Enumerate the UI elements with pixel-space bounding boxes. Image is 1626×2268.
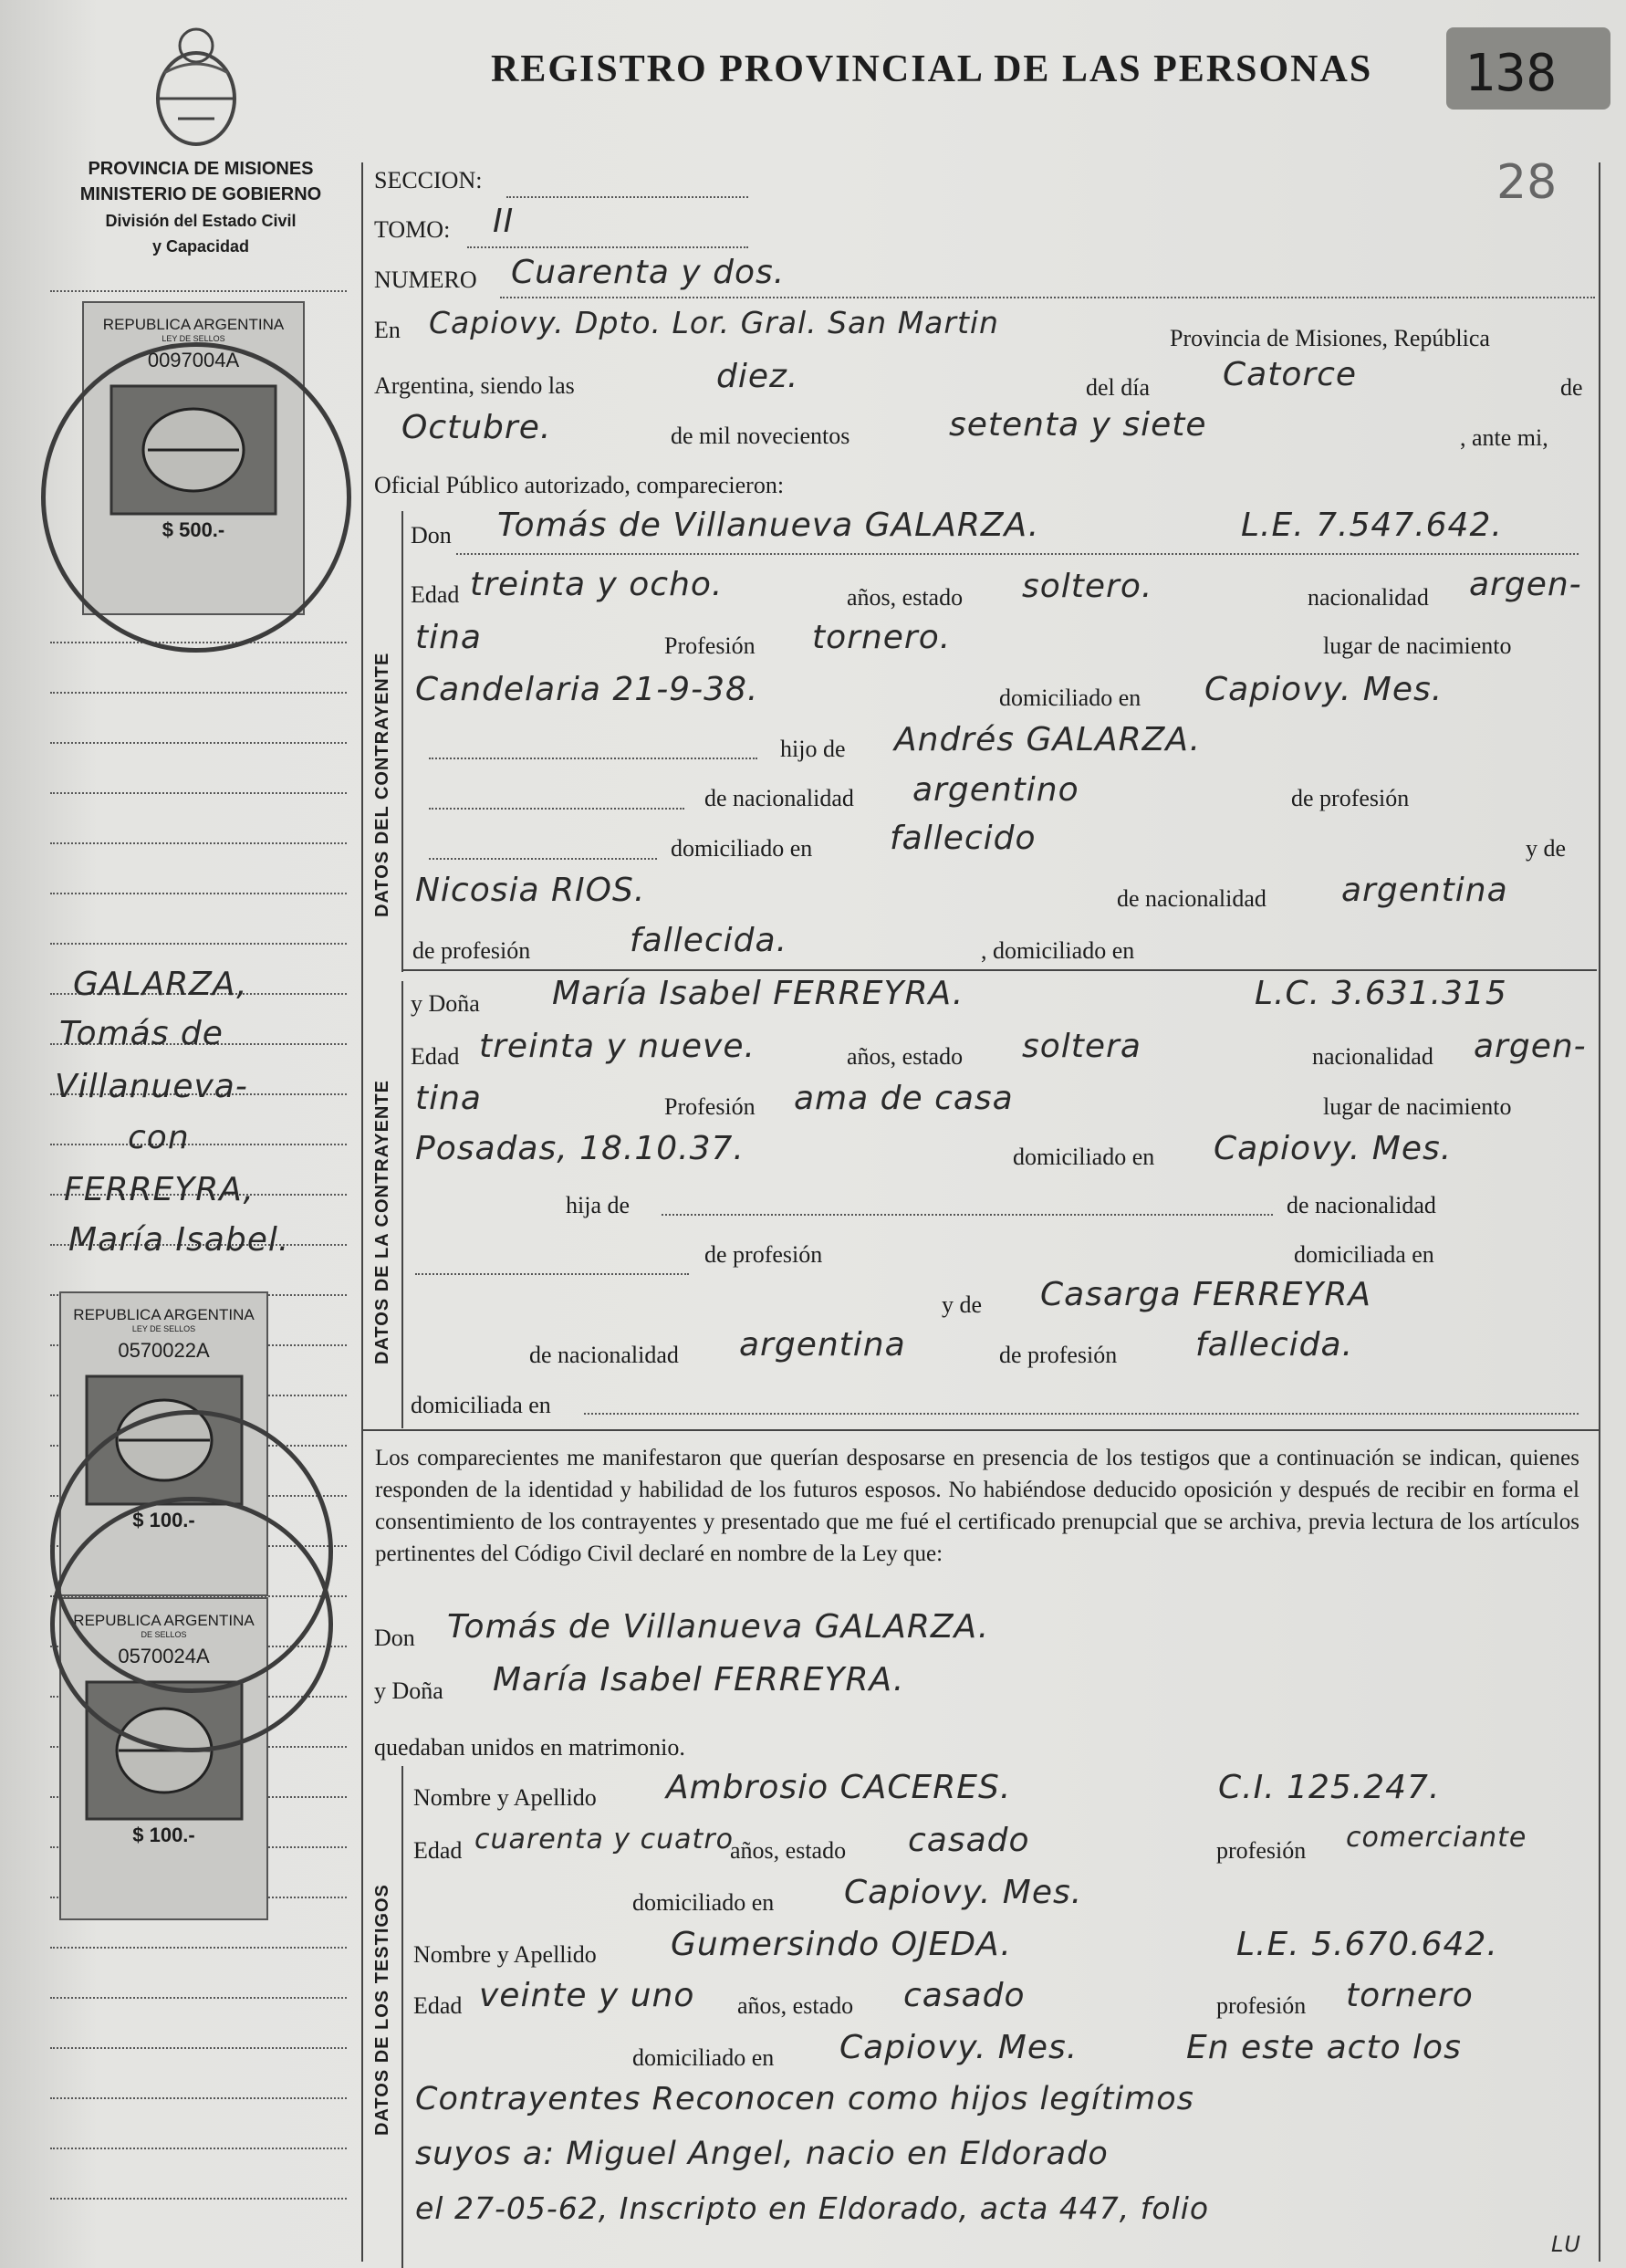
seal-1: [41, 342, 351, 653]
witness2-dom-label: domiciliado en: [632, 2044, 775, 2071]
decl-bride-name: María Isabel FERREYRA.: [493, 1661, 905, 1698]
tomo-label: TOMO:: [374, 216, 451, 243]
margin-note-2: Tomás de: [59, 1015, 224, 1052]
father-nat-line: [429, 808, 684, 810]
witness2-domicile: Capiovy. Mes.: [839, 2029, 1079, 2066]
groom-nationality-cont: tina: [415, 619, 482, 656]
numero-value: Cuarenta y dos.: [511, 254, 786, 291]
margin-line: [50, 290, 347, 292]
groom-age: treinta y ocho.: [470, 566, 724, 603]
bride-father-nat-label: de nacionalidad: [1287, 1192, 1436, 1218]
right-border: [1599, 162, 1600, 2262]
bride-status: soltera: [1022, 1028, 1141, 1065]
stamp-header: REPUBLICA ARGENTINA: [102, 316, 285, 333]
hijo-line: [429, 758, 757, 759]
witness2-status: casado: [903, 1977, 1026, 2014]
stamp-sub: LEY DE SELLOS: [162, 334, 225, 343]
hijo-de-label: hijo de: [780, 736, 846, 762]
bride-prof-label: Profesión: [664, 1093, 756, 1120]
oficial-label: Oficial Público autorizado, comparecieron:: [374, 472, 785, 498]
witness1-age: cuarenta y cuatro: [474, 1824, 735, 1855]
bride-nationality: argen-: [1474, 1028, 1587, 1065]
witness2-document: L.E. 5.670.642.: [1236, 1926, 1498, 1963]
stamp-sub: LEY DE SELLOS: [131, 1324, 196, 1333]
witness-section-label: DATOS DE LOS TESTIGOS: [372, 1884, 392, 2136]
margin-note-1: GALARZA,: [73, 966, 248, 1003]
numero-label: NUMERO: [374, 267, 477, 293]
argentina-siendo-label: Argentina, siendo las: [374, 372, 575, 399]
margin-line: [50, 893, 347, 894]
bride-block-bottom: [361, 1429, 1599, 1431]
margin-line: [50, 792, 347, 794]
stamp-header: REPUBLICA ARGENTINA: [73, 1306, 255, 1323]
hija-de-label: hija de: [566, 1192, 631, 1218]
bride-nac-label: nacionalidad: [1312, 1043, 1433, 1070]
decl-dona-label: y Doña: [374, 1677, 443, 1704]
province-label: PROVINCIA DE MISIONES: [88, 159, 314, 179]
y-dona-label: y Doña: [411, 990, 480, 1017]
edad-label: Edad: [411, 581, 460, 608]
margin-note-3: Villanueva-: [55, 1068, 248, 1105]
bride-age: treinta y nueve.: [479, 1028, 756, 1065]
groom-father-domicile: fallecido: [890, 820, 1037, 857]
groom-mother: Nicosia RIOS.: [415, 872, 646, 909]
numero-line: [500, 297, 1595, 298]
margin-line: [50, 1947, 347, 1949]
coat-of-arms-icon: [146, 18, 246, 155]
bride-domicile: Capiovy. Mes.: [1214, 1130, 1453, 1167]
bride-mother-profession: fallecida.: [1195, 1326, 1354, 1364]
lugar-nac-label: lugar de nacimiento: [1323, 632, 1512, 659]
margin-line: [50, 692, 347, 694]
margin-line: [50, 1997, 347, 1999]
division-label-1: División del Estado Civil: [105, 212, 297, 230]
groom-block-border: [401, 511, 403, 972]
margin-line: [50, 2148, 347, 2149]
witness2-anos-label: años, estado: [737, 1992, 854, 2019]
margin-line: [50, 2047, 347, 2049]
father-dom-line: [429, 858, 657, 860]
stamp-number: 0097004A: [147, 349, 240, 371]
nacionalidad-label: nacionalidad: [1308, 584, 1429, 611]
don-label: Don: [411, 522, 452, 549]
witness2-prof-label: profesión: [1216, 1992, 1307, 2019]
de-mil-label: de mil novecientos: [671, 423, 850, 449]
hora-value: diez.: [716, 358, 799, 395]
bride-y-de-label: y de: [942, 1291, 983, 1318]
groom-nationality: argen-: [1469, 566, 1582, 603]
witness2-profession: tornero: [1346, 1977, 1474, 2014]
groom-block-bottom: [401, 969, 1597, 971]
bride-father-dom-label: domiciliada en: [1294, 1241, 1434, 1268]
stamp-number: 0570024A: [118, 1645, 210, 1667]
witness1-profession: comerciante: [1346, 1822, 1527, 1854]
bride-profession: ama de casa: [794, 1080, 1014, 1117]
margin-line: [50, 742, 347, 744]
domiciliado-label: domiciliado en: [999, 685, 1141, 711]
folio-number: 28: [1496, 155, 1558, 210]
witness2-name-label: Nombre y Apellido: [413, 1941, 597, 1968]
groom-document: L.E. 7.547.642.: [1241, 507, 1503, 544]
bride-document: L.C. 3.631.315: [1255, 975, 1507, 1012]
groom-name-line: [456, 553, 1579, 555]
seccion-label: SECCION:: [374, 167, 483, 193]
registry-title: REGISTRO PROVINCIAL DE LAS PERSONAS: [491, 48, 1373, 90]
note-line-3: suyos a: Miguel Angel, nacio en Eldorado: [415, 2136, 1109, 2172]
ante-mi-label: , ante mi,: [1460, 424, 1548, 451]
bride-birth: Posadas, 18.10.37.: [415, 1130, 745, 1167]
bride-nationality-cont: tina: [415, 1080, 482, 1117]
groom-father: Andrés GALARZA.: [894, 721, 1202, 758]
tomo-line: [467, 246, 748, 248]
bride-mother-nationality: argentina: [739, 1326, 906, 1364]
margin-line: [50, 1144, 347, 1145]
groom-mother-profession: fallecida.: [630, 922, 788, 959]
mes-value: Octubre.: [401, 409, 552, 446]
groom-status: soltero.: [1022, 568, 1153, 605]
note-line-2: Contrayentes Reconocen como hijos legítimos: [415, 2081, 1194, 2117]
groom-section-label: DATOS DEL CONTRAYENTE: [372, 652, 392, 917]
stamp-value: $ 100.-: [132, 1824, 195, 1846]
groom-father-nationality: argentino: [912, 771, 1079, 809]
bride-father-prof-label: de profesión: [704, 1241, 823, 1268]
witness1-name-label: Nombre y Apellido: [413, 1784, 597, 1811]
bride-lugar-label: lugar de nacimiento: [1323, 1093, 1512, 1120]
bride-mother: Casarga FERREYRA: [1040, 1276, 1372, 1313]
declaration-paragraph: Los comparecientes me manifestaron que querían desposarse en presencia de los testigos que a continuación se indican, quienes responden de la identidad y habilidad de los futuros esposos. No habiéndose deducido oposición y después de recibir en forma el consentimiento de los contrayentes y presentado que me fué el certificado prenupcial que se archiva, previa lectura de los artículos pertinentes del Código Civil declaré en nombre de la Ley que:: [375, 1446, 1579, 1566]
stamp-header: REPUBLICA ARGENTINA: [73, 1612, 255, 1629]
groom-domicile: Capiovy. Mes.: [1204, 671, 1444, 708]
witness1-anos-label: años, estado: [730, 1837, 847, 1864]
stamp-value: $ 500.-: [162, 518, 225, 541]
bride-section-label: DATOS DE LA CONTRAYENTE: [372, 1080, 392, 1364]
note-line-5: LU: [1551, 2231, 1581, 2257]
witness-block-border: [401, 1766, 403, 2268]
note-line-4: el 27-05-62, Inscripto en Eldorado, acta 447, folio: [415, 2190, 1210, 2226]
ministry-label: MINISTERIO DE GOBIERNO: [79, 184, 322, 204]
mother-nat-label: de nacionalidad: [1117, 885, 1266, 912]
lugar-value: Capiovy. Dpto. Lor. Gral. San Martin: [429, 305, 999, 340]
bride-name: María Isabel FERREYRA.: [552, 975, 964, 1012]
mother-dom-label: , domiciliado en: [981, 937, 1135, 964]
del-dia-label: del día: [1086, 374, 1151, 401]
de-label: de: [1560, 374, 1583, 401]
bride-mother-dom-line: [584, 1413, 1579, 1415]
margin-note-5: FERREYRA,: [64, 1171, 255, 1208]
margin-note-6: María Isabel.: [68, 1221, 290, 1259]
profesion-label: Profesión: [664, 632, 756, 659]
bride-edad-label: Edad: [411, 1043, 460, 1070]
witness1-document: C.I. 125.247.: [1218, 1769, 1441, 1806]
groom-mother-nationality: argentina: [1341, 872, 1508, 909]
margin-line: [50, 2097, 347, 2099]
groom-birth: Candelaria 21-9-38.: [415, 671, 759, 708]
stamp-value: $ 100.-: [132, 1509, 195, 1531]
decl-groom-name: Tomás de Villanueva GALARZA.: [447, 1608, 990, 1646]
witness2-name: Gumersindo OJEDA.: [671, 1926, 1012, 1963]
bride-mother-prof-label: de profesión: [999, 1342, 1118, 1368]
note-line-1: En este acto los: [1186, 2029, 1462, 2066]
stamp-number: 0570022A: [118, 1339, 210, 1362]
witness1-prof-label: profesión: [1216, 1837, 1307, 1864]
mother-prof-label: de profesión: [412, 937, 531, 964]
anio-value: setenta y siete: [949, 406, 1207, 444]
witness1-dom-label: domiciliado en: [632, 1889, 775, 1916]
dia-value: Catorce: [1223, 356, 1358, 393]
stamp-sub: DE SELLOS: [141, 1630, 187, 1639]
bride-mother-nat-label: de nacionalidad: [529, 1342, 679, 1368]
witness1-edad-label: Edad: [413, 1837, 463, 1864]
seal-3: [50, 1497, 333, 1752]
witness2-edad-label: Edad: [413, 1992, 463, 2019]
father-dom-label: domiciliado en: [671, 835, 813, 862]
bride-mother-dom-label: domiciliada en: [411, 1392, 551, 1418]
decl-don-label: Don: [374, 1625, 415, 1651]
anos-estado-label: años, estado: [847, 584, 964, 611]
hija-line: [662, 1214, 1273, 1216]
provincia-label: Provincia de Misiones, República: [1170, 325, 1490, 351]
tomo-value: II: [493, 203, 515, 240]
margin-line: [50, 2198, 347, 2200]
groom-profession: tornero.: [812, 619, 952, 656]
bride-anos-label: años, estado: [847, 1043, 964, 1070]
father-nat-label: de nacionalidad: [704, 785, 854, 811]
main-border: [361, 162, 363, 2262]
groom-name: Tomás de Villanueva GALARZA.: [497, 507, 1040, 544]
bride-dom-label: domiciliado en: [1013, 1144, 1155, 1170]
witness1-status: casado: [908, 1822, 1030, 1859]
margin-line: [50, 842, 347, 844]
witness1-domicile: Capiovy. Mes.: [844, 1874, 1083, 1911]
bride-block-border: [401, 981, 403, 1428]
seccion-line: [506, 196, 748, 198]
margin-line: [50, 943, 347, 945]
y-de-label: y de: [1526, 835, 1567, 862]
margin-note-4: con: [128, 1119, 190, 1156]
page-stamp-number: 138: [1464, 44, 1558, 103]
witness1-name: Ambrosio CACERES.: [666, 1769, 1012, 1806]
quedaban-label: quedaban unidos en matrimonio.: [374, 1734, 685, 1761]
division-label-2: y Capacidad: [151, 237, 250, 256]
witness2-age: veinte y uno: [479, 1977, 695, 2014]
bride-father-prof-line: [415, 1273, 689, 1275]
father-prof-label: de profesión: [1291, 785, 1410, 811]
en-label: En: [374, 317, 401, 343]
